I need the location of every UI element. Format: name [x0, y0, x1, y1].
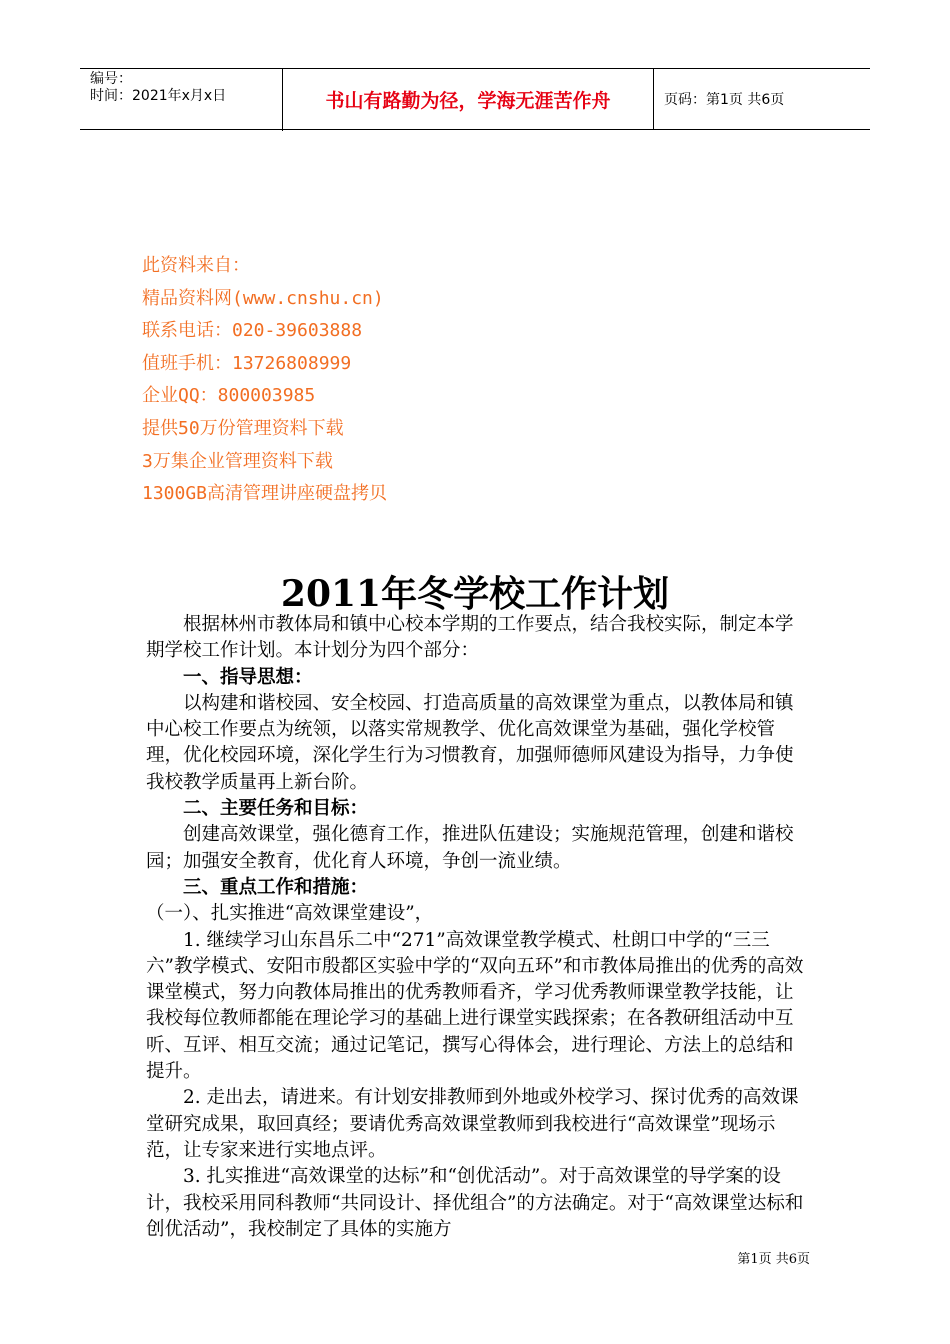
- source-line: 此资料来自：: [142, 255, 250, 276]
- document-title: 2011年冬学校工作计划: [280, 573, 670, 615]
- page-footer: 第1页 共6页: [737, 1252, 810, 1267]
- source-info: [142, 250, 387, 511]
- list-item: 1. 继续学习山东昌乐二中“271”高效课堂教学模式、杜朗口中学的“三三六”教学模式、安阳市殷都区实验中学的“双向五环”和市教体局推出的优秀的高效课堂模式，努力向教体局推出的优秀教师看齐，学习优秀教师课堂教学技能，让我校每位教师都能在理论学习的基础上进行课堂实践探索；在各教研组活动中互听、互评、相互交流；通过记笔记，撰写心得体会，进行理论、方法上的总结和提升。: [146, 929, 804, 1083]
- section-heading: 一、指导思想：: [183, 666, 313, 688]
- header-meta: [80, 69, 283, 131]
- paragraph: 以构建和谐校园、安全校园、打造高质量的高效课堂为重点，以教体局和镇中心校工作要点为统领，以落实常规教学、优化高效课堂为基础，强化学校管理，优化校园环境，深化学生行为习惯教育，加强师德师风建设为指导，力争使我校教学质量再上新台阶。: [146, 692, 794, 793]
- source-line: 联系电话：020-39603888: [142, 320, 363, 342]
- source-line: 3万集企业管理资料下载: [142, 450, 333, 472]
- section-heading: 二、主要任务和目标：: [183, 798, 369, 820]
- header-number: 编号：: [90, 71, 132, 87]
- source-line: 值班手机：13726808999: [142, 352, 352, 374]
- source-line: 企业QQ：800003985: [142, 385, 316, 407]
- paragraph: 创建高效课堂，强化德育工作，推进队伍建设；实施规范管理，创建和谐校园；加强安全教育，优化育人环境，争创一流业绩。: [146, 824, 794, 872]
- source-line: 精品资料网(www.cnshu.cn): [142, 287, 384, 309]
- page-header: [80, 68, 870, 130]
- list-item: 3. 扎实推进“高效课堂的达标”和“创优活动”。对于高效课堂的导学案的设计，我校采用同科教师“共同设计、择优组合”的方法确定。对于“高效课堂达标和创优活动”，我校制定了具体的实施方: [146, 1166, 804, 1240]
- intro-paragraph: 根据林州市教体局和镇中心校本学期的工作要点，结合我校实际，制定本学期学校工作计划。本计划分为四个部分：: [146, 614, 794, 662]
- document-body: [146, 612, 810, 1243]
- header-page-number: 页码：第1页 共6页: [664, 92, 785, 108]
- source-line: 1300GB高清管理讲座硬盘拷贝: [142, 483, 388, 505]
- subsection-heading: （一）、扎实推进“高效课堂建设”，: [146, 903, 434, 925]
- header-date: 时间：2021年x月x日: [90, 88, 227, 104]
- list-item: 2. 走出去，请进来。有计划安排教师到外地或外校学习、探讨优秀的高效课堂研究成果，取回真经；要请优秀高效课堂教师到我校进行“高效课堂”现场示范，让专家来进行实地点评。: [146, 1087, 799, 1161]
- source-line: 提供50万份管理资料下载: [142, 417, 344, 439]
- header-motto: 书山有路勤为径，学海无涯苦作舟: [283, 69, 654, 129]
- section-heading: 三、重点工作和措施：: [183, 876, 369, 898]
